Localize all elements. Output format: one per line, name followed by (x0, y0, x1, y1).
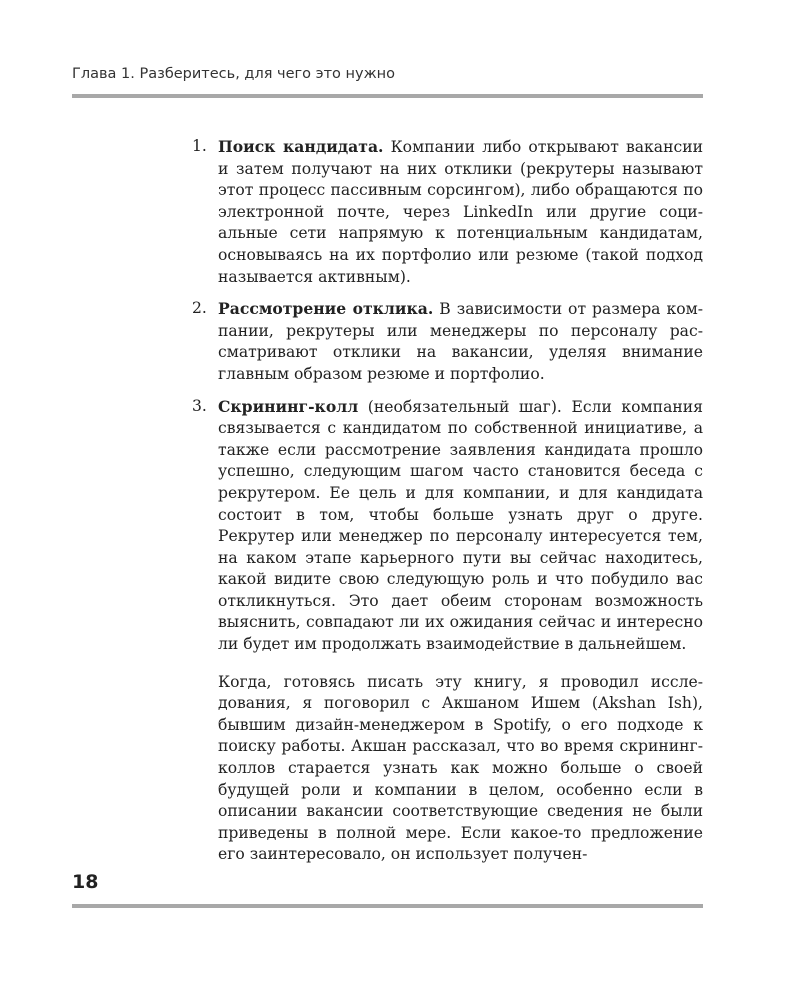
list-item (188, 136, 703, 288)
footer-rule (72, 904, 703, 908)
list-text: Компании либо открывают вакансии и затем получают на них отклики (рекрутеры называют этот процесс пассивным сорсингом), либо обращаются по электронной почте, через LinkedIn или другие социальные сети напрямую к потенциальным кандидатам, основываясь на их портфолио или резюме (такой подход называется активным). (218, 138, 703, 286)
list-lead: Скрининг-колл (218, 396, 359, 416)
header-rule (72, 94, 703, 98)
body-paragraph: Когда, готовясь писать эту книгу, я проводил исследования, я поговорил с Акшаном Ишем (Akshan Ish), бывшим дизайн-менеджером в Spotify, о его подходе к поиску работы. Акшан рассказал, что во время скрининг-коллов старается узнать как можно больше о своей будущей роли и компании в целом, особенно если в описании вакансии соответствующие сведения не были приведены в полной мере. Если какое-то предложение его заинтересовало, он использует получен- (218, 672, 703, 864)
list-text: В зависимости от размера компании, рекрутеры или менеджеры по персоналу рассматривают отклики на вакансии, уделяя внимание главным образом резюме и портфолио. (218, 300, 703, 383)
list-item (188, 396, 703, 656)
page-number: 18 (72, 871, 99, 893)
list-number: 3. (192, 396, 207, 415)
list-lead: Рассмотрение отклика. (218, 299, 434, 319)
page-body (188, 136, 703, 866)
list-lead: Поиск кандидата. (218, 137, 384, 156)
list-number: 1. (192, 137, 207, 155)
list-number: 2. (192, 299, 207, 318)
list-text: (необязательный шаг). Если компания связывается с кандидатом по собственной инициативе, а также если рассмотрение заявления кандидата прошло успешно, следующим шагом часто становится беседа с рекрутером. Ее цель и для компании, и для кандидата состоит в том, чтобы больше узнать друг о друге. Рекрутер или менеджер по персоналу интересуется тем, на каком этапе карьерного пути вы сейчас находитесь, какой видите свою следующую роль и что побудило вас откликнуться. Это дает обеим сторонам возможность выяснить, совпадают ли их ожидания сейчас и интересно ли будет им продолжать взаимодействие в дальнейшем. (218, 397, 703, 654)
running-header: Глава 1. Разберитесь, для чего это нужно (72, 66, 395, 82)
list-item (188, 298, 703, 385)
